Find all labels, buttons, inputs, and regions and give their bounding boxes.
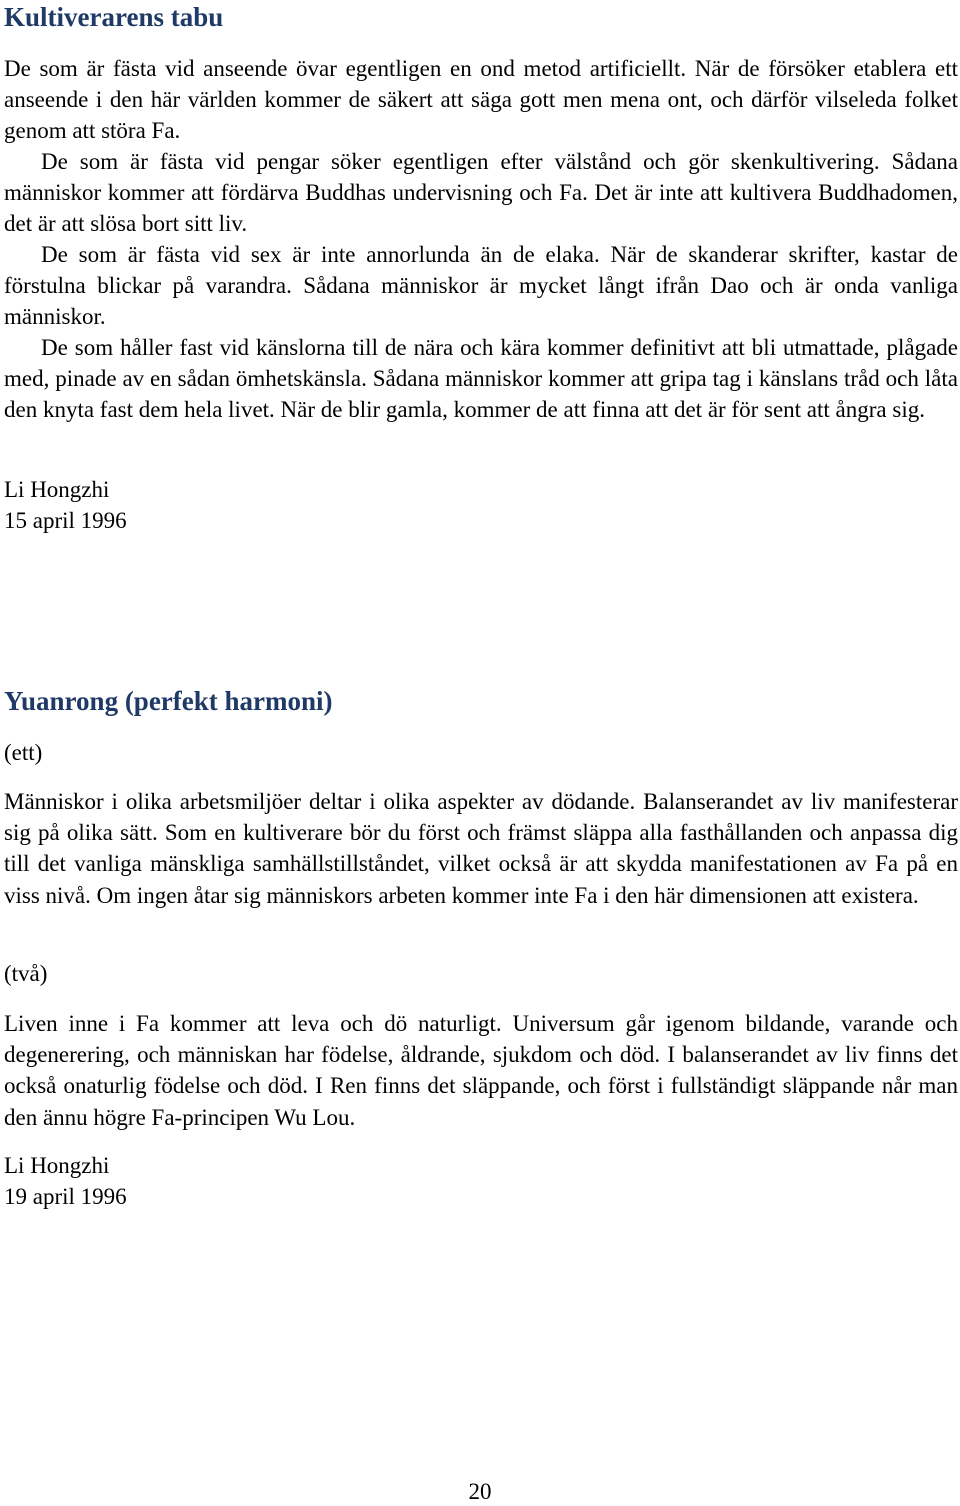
section-title-yuanrong: Yuanrong (perfekt harmoni) [4,686,333,716]
paragraph-4 [4,332,958,426]
paragraph-kanslor: De som håller fast vid känslorna till de nära och kära kommer definitivt att bli utmattade, plågade med, pinade av en sådan ömhetskänsla. Sådana människor kommer att gripa tag i känslans tråd och låta den knyta fast dem hela livet. När de blir gamla, kommer de att finna att det är för sent att ångra sig. [4,335,958,423]
paragraph-1 [4,53,958,147]
paragraph-pengar: De som är fästa vid pengar söker egentligen efter välstånd och gör skenkultivering. Sådana människor kommer att fördärva Buddhas undervisning och Fa. Det är inte att kultivera Buddhadomen, det är att slösa bort sitt liv. [4,149,958,237]
paragraph-sex: De som är fästa vid sex är inte annorlunda än de elaka. När de skanderar skrifter, kastar de förstulna blickar på varandra. Sådana människor är mycket långt ifrån Dao och är onda vanliga människor. [4,242,958,330]
paragraph-liven: Liven inne i Fa kommer att leva och dö naturligt. Universum går igenom bildande, varande och degenerering, och människan har födelse, åldrande, sjukdom och död. I balanserandet av liv finns det också onaturlig födelse och död. I Ren finns det släppande, och först i fullständigt släppande når man den ännu högre Fa-principen Wu Lou. [4,1011,958,1130]
paragraph-tva [4,1008,958,1133]
paragraph-ett [4,786,958,911]
date-2: 19 april 1996 [4,1184,127,1209]
paragraph-3 [4,239,958,333]
author-signature-2: Li Hongzhi [4,1153,110,1178]
paragraph-anseende: De som är fästa vid anseende övar egentligen en ond metod artificiellt. När de försöker etablera ett anseende i den här världen kommer de säkert att säga gott men mena ont, och därför vilseleda folket genom att störa Fa. [4,56,958,144]
page-number: 20 [468,1479,492,1504]
part-label-ett: (ett) [4,740,43,765]
part-label-tva: (två) [4,961,48,986]
author-signature-1: Li Hongzhi [4,477,110,502]
paragraph-2 [4,146,958,240]
section-title-kultiverarens-tabu: Kultiverarens tabu [4,2,224,32]
date-1: 15 april 1996 [4,508,127,533]
paragraph-arbetsmiljoer: Människor i olika arbetsmiljöer deltar i olika aspekter av dödande. Balanserandet av liv manifesterar sig på olika sätt. Som en kultiverare bör du först och främst släppa alla fasthållanden och anpassa dig till det vanliga mänskliga samhällstillståndet, vilket också är att skydda manifestationen av Fa på en viss nivå. Om ingen åtar sig människors arbeten kommer inte Fa i den här dimensionen att existera. [4,789,958,908]
